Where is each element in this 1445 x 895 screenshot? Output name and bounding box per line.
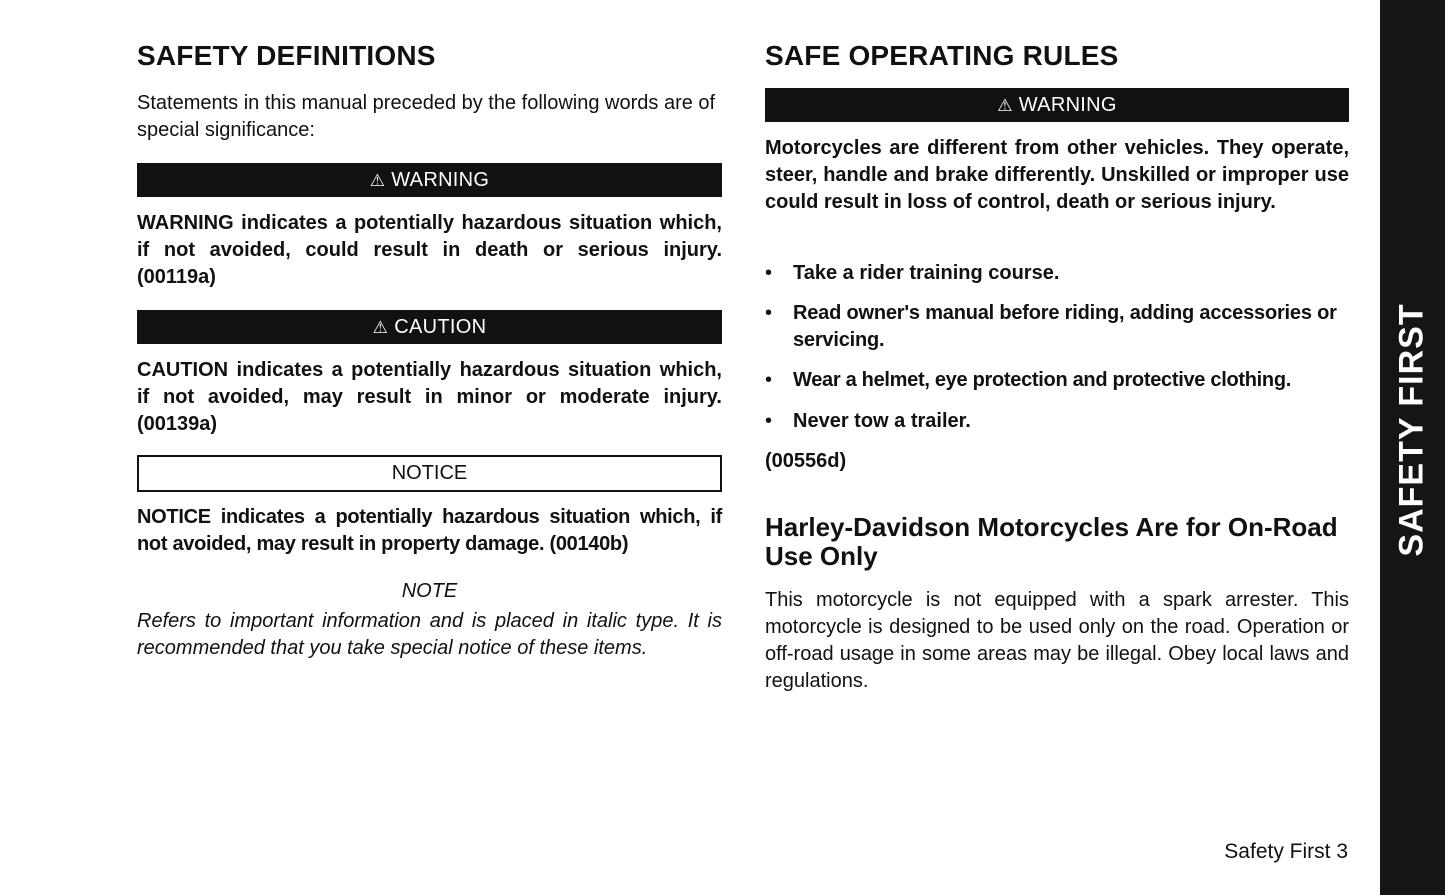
intro-text: Statements in this manual preceded by the following words are of special significance: xyxy=(137,92,716,141)
warning-triangle-icon: ⚠ xyxy=(369,171,386,190)
rules-code: (00556d) xyxy=(765,450,847,472)
warning-triangle-icon: ⚠ xyxy=(997,96,1013,115)
safety-definitions-heading: SAFETY DEFINITIONS xyxy=(137,40,436,71)
note-definition-text: Refers to important information and is placed in italic type. It is recommended that you take special notice of these items. xyxy=(137,610,722,659)
caution-definition-text: CAUTION indicates a potentially hazardous situation which, if not avoided, may result in minor or moderate injury. (00139a) xyxy=(137,359,722,435)
on-road-subheading: Harley-Davidson Motorcycles Are for On-Road Use Only xyxy=(765,512,1338,571)
bullet-icon: • xyxy=(765,262,773,284)
page-number: Safety First 3 xyxy=(1224,840,1348,863)
bullet-item xyxy=(765,260,1349,287)
section-tab xyxy=(1380,0,1445,895)
bullet-icon: • xyxy=(765,410,773,432)
operating-warning-text: Motorcycles are different from other vehicles. They operate, steer, handle and brake differently. Unskilled or improper use could result in loss of control, death or serious injury. xyxy=(765,137,1349,213)
bullet-item xyxy=(765,300,1349,354)
bullet-icon: • xyxy=(765,302,772,324)
bullet-text: Take a rider training course. xyxy=(793,262,1060,284)
section-tab-label: SAFETY FIRST xyxy=(1392,303,1431,557)
warning-banner xyxy=(137,163,722,197)
caution-triangle-icon: ⚠ xyxy=(372,318,389,337)
bullet-icon: • xyxy=(765,369,772,391)
bullet-text: Never tow a trailer. xyxy=(793,410,971,432)
bullet-text: Wear a helmet, eye protection and protective clothing. xyxy=(793,369,1291,391)
bullet-item xyxy=(765,367,1365,394)
bullet-item xyxy=(765,408,1349,435)
warning-definition-text: WARNING indicates a potentially hazardous situation which, if not avoided, could result in death or serious injury. (00119a) xyxy=(137,212,722,288)
bullet-text: Read owner's manual before riding, adding accessories or servicing. xyxy=(793,302,1337,351)
note-label: NOTE xyxy=(401,580,458,602)
notice-box: NOTICE xyxy=(137,455,722,492)
caution-banner xyxy=(137,310,722,344)
notice-definition-text: NOTICE indicates a potentially hazardous situation which, if not avoided, may result in property damage. (00140b) xyxy=(137,506,722,555)
caution-banner-label: CAUTION xyxy=(394,316,487,338)
operating-warning-banner-label: WARNING xyxy=(1018,94,1117,116)
safe-operating-rules-heading: SAFE OPERATING RULES xyxy=(765,40,1119,71)
on-road-body-text: This motorcycle is not equipped with a spark arrester. This motorcycle is designed to be used only on the road. Operation or off-road usage in some areas may be illegal. Obey local laws and regulations. xyxy=(765,589,1349,692)
warning-banner-label: WARNING xyxy=(391,169,490,191)
operating-warning-banner xyxy=(765,88,1349,122)
